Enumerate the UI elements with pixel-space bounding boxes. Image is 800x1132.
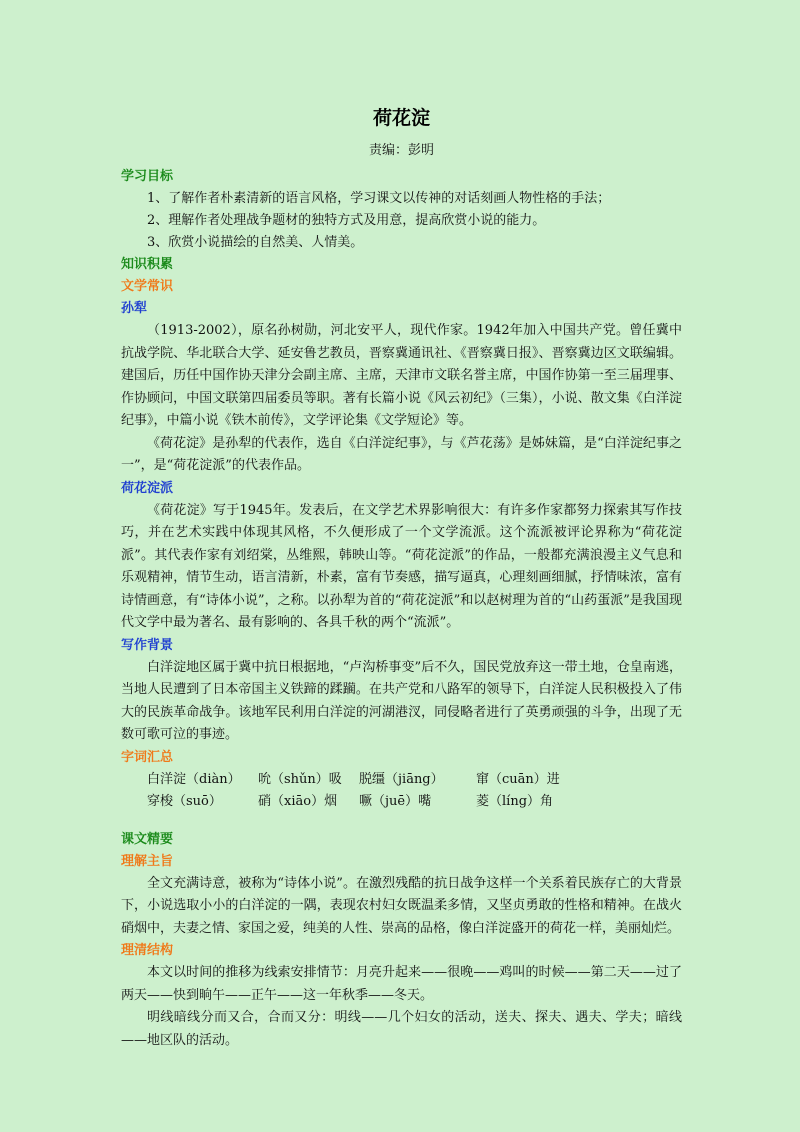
vocab-item: 白洋淀（diàn） — [147, 771, 241, 787]
heading-knowledge: 知识积累 — [121, 257, 174, 272]
heading-background: 写作背景 — [121, 637, 174, 653]
heading-learning-goals: 学习目标 — [121, 169, 174, 184]
heading-vocabulary: 字词汇总 — [121, 749, 174, 765]
heading-structure: 理清结构 — [121, 943, 174, 958]
heading-literary-knowledge: 文学常识 — [121, 279, 174, 294]
work-intro-paragraph: 《荷花淀》是孙犁的代表作，选自《白洋淀纪事》，与《芦花荡》是姊妹篇，是“白洋淀纪事之一”，是“荷花淀派”的代表作品。 — [121, 435, 682, 473]
goal-item: 3、欣赏小说描绘的自然美、人情美。 — [147, 235, 364, 250]
author-bio-paragraph: （1913-2002），原名孙树勋，河北安平人，现代作家。1942年加入中国共产党。曾任冀中抗战学院、华北联合大学、延安鲁艺教员，晋察冀通讯社、《晋察冀日报》、晋察冀边区文联编辑。建国后，历任中国作协天津分会副主席、主席，天津市文联名誉主席，中国作协第一至三届理事、作协顾问，中国文联第四届委员等职。著有长篇小说《风云初纪》（三集），小说、散文集《白洋淀纪事》，中篇小说《铁木前传》，文学评论集《文学短论》等。 — [121, 323, 682, 428]
vocab-item: 窜（cuān）进 — [476, 771, 560, 787]
vocab-item: 脱缰（jiāng） — [359, 771, 444, 787]
theme-paragraph: 全文充满诗意，被称为“诗体小说”。在激烈残酷的抗日战争这样一个关系着民族存亡的大背景下，小说选取小小的白洋淀的一隅，表现农村妇女既温柔多情，又坚贞勇敢的性格和精神。在战火硝烟中，夫妻之情、家国之爱，纯美的人性、崇高的品格，像白洋淀盛开的荷花一样，美丽灿烂。 — [121, 875, 682, 936]
goal-item: 1、了解作者朴素清新的语言风格，学习课文以传神的对话刻画人物性格的手法； — [147, 191, 611, 206]
vocab-item: 穿梭（suō） — [147, 793, 222, 809]
editor-line: 责编：彭明 — [368, 143, 434, 158]
heading-text-essentials: 课文精要 — [121, 831, 174, 847]
vocab-item: 硝（xiāo）烟 — [258, 793, 338, 809]
background-paragraph: 白洋淀地区属于冀中抗日根据地，“卢沟桥事变”后不久，国民党放弃这一带土地，仓皇南逃，当地人民遭到了日本帝国主义铁蹄的蹂躏。在共产党和八路军的领导下，白洋淀人民积极投入了伟大的民族革命战争。该地军民利用白洋淀的河湖港汊，同侵略者进行了英勇顽强的斗争，出现了无数可歌可泣的事迹。 — [121, 659, 682, 742]
vocab-item: 吮（shǔn）吸 — [258, 771, 342, 787]
vocab-item: 菱（líng）角 — [476, 793, 554, 809]
goal-item: 2、理解作者处理战争题材的独特方式及用意，提高欣赏小说的能力。 — [147, 213, 546, 228]
structure-lines-paragraph: 明线暗线分而又合，合而又分：明线——几个妇女的活动，送夫、探夫、遇夫、学夫；暗线——地区队的活动。 — [121, 1010, 682, 1048]
vocab-row — [121, 791, 682, 813]
structure-paragraph: 本文以时间的推移为线索安排情节：月亮升起来——很晚——鸡叫的时候——第二天——过了两天——快到晌午——正午——这一年秋季——冬天。 — [121, 965, 682, 1003]
school-paragraph: 《荷花淀》写于1945年。发表后，在文学艺术界影响很大：有许多作家都努力探索其写作技巧，并在艺术实践中体现其风格，不久便形成了一个文学流派。这个流派被评论界称为“荷花淀派”。其代表作家有刘绍棠，丛维熙，韩映山等。“荷花淀派”的作品，一般都充满浪漫主义气息和乐观精神，情节生动，语言清新，朴素，富有节奏感，描写逼真，心理刻画细腻，抒情味浓，富有诗情画意，有“诗体小说”，之称。以孙犁为首的“荷花淀派”和以赵树理为首的“山药蛋派”是我国现代文学中最为著名、最有影响的、各具千秋的两个“流派”。 — [121, 502, 682, 630]
section-spacer — [121, 813, 682, 829]
document-title: 荷花淀 — [372, 107, 430, 129]
vocab-item: 噘（juē）嘴 — [359, 793, 432, 809]
heading-literary-school: 荷花淀派 — [121, 480, 174, 496]
vocab-row — [121, 769, 682, 791]
heading-theme: 理解主旨 — [121, 853, 174, 869]
heading-author: 孙犁 — [121, 301, 148, 316]
